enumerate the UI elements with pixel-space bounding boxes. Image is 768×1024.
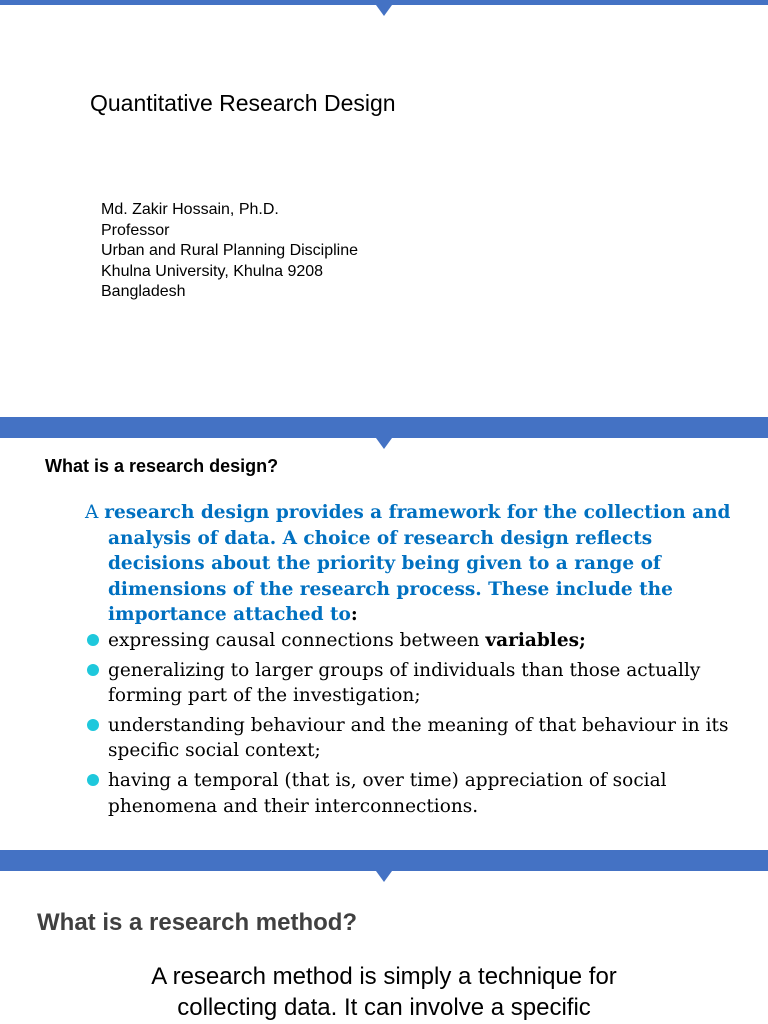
slide-divider-1 — [0, 417, 768, 438]
research-method-line: collecting data. It can involve a specific — [177, 994, 591, 1021]
definition-paragraph — [85, 500, 755, 628]
slide-heading-research-design: What is a research design? — [45, 456, 279, 476]
research-method-body — [0, 961, 768, 1023]
author-country: Bangladesh — [101, 283, 186, 301]
bullet-dot-icon — [87, 774, 99, 786]
bullet-dot-icon — [87, 719, 99, 731]
dimensions-list — [85, 628, 755, 819]
list-item — [85, 658, 755, 709]
author-name: Md. Zakir Hossain, Ph.D. — [101, 201, 279, 218]
definition-lead: A — [85, 502, 105, 523]
list-item — [85, 713, 755, 764]
bullet-dot-icon — [87, 634, 99, 646]
slide-title — [0, 0, 768, 417]
author-university: Khulna University, Khulna 9208 — [101, 262, 324, 280]
list-item-text: understanding behaviour and the meaning of that behaviour in its specific social context; — [108, 714, 729, 762]
presentation-title: Quantitative Research Design — [90, 90, 396, 116]
list-item-bold: variables; — [485, 629, 586, 651]
author-block — [101, 200, 358, 303]
author-position: Professor — [101, 221, 170, 239]
research-method-line: A research method is simply a technique for — [151, 963, 617, 990]
research-design-body — [85, 500, 755, 823]
list-item — [85, 628, 755, 654]
bullet-dot-icon — [87, 664, 99, 676]
divider-notch-2 — [376, 871, 392, 882]
list-item-text: having a temporal (that is, over time) appreciation of social phenomena and their interconnections. — [108, 769, 667, 817]
definition-colon: : — [350, 604, 358, 626]
slide-heading-research-method: What is a research method? — [37, 909, 358, 936]
list-item-text: generalizing to larger groups of individuals than those actually forming part of the investigation; — [108, 659, 701, 707]
list-item-text: expressing causal connections between — [108, 629, 486, 651]
definition-text: research design provides a framework for the collection and analysis of data. A choice of research design reflects decisions about the priority being given to a range of dimensions of the research process. These include the importance attached to — [104, 502, 731, 626]
slide-divider-2 — [0, 850, 768, 871]
author-department: Urban and Rural Planning Discipline — [101, 242, 359, 260]
list-item — [85, 768, 755, 819]
